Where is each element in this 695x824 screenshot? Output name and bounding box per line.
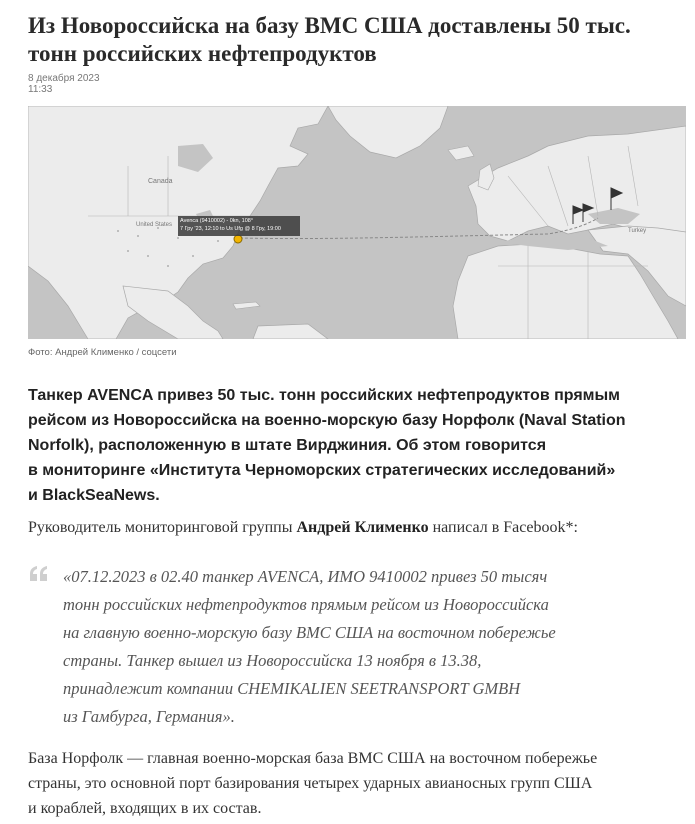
quote-line: тонн российских нефтепродуктов прямым рейсом из Новороссийска xyxy=(63,595,549,614)
article-date: 8 декабря 2023 xyxy=(28,73,100,84)
article-time: 11:33 xyxy=(28,84,53,95)
intro-after: написал в Facebook*: xyxy=(428,519,578,536)
lead-line: в мониторинге «Института Черноморских стратегических исследований» xyxy=(28,462,616,479)
map-tooltip-line1: Avenca (9410002) - 0kn, 108° xyxy=(180,218,254,224)
intro-paragraph xyxy=(28,515,683,540)
closing-line: и кораблей, входящих в их состав. xyxy=(28,800,262,817)
article-lead xyxy=(28,383,678,508)
quote-line: «07.12.2023 в 02.40 танкер AVENCA, ИМО 9410002 привез 50 тысяч xyxy=(63,567,548,586)
intro-before: Руководитель мониторинговой группы xyxy=(28,519,297,536)
map-label-turkey: Turkey xyxy=(628,228,647,234)
blockquote xyxy=(63,563,683,731)
map-label-canada: Canada xyxy=(148,178,173,185)
quote-line: из Гамбурга, Германия». xyxy=(63,707,235,726)
quote-icon xyxy=(28,563,50,585)
closing-line: База Норфолк — главная военно-морская база ВМС США на восточном побережье xyxy=(28,750,598,767)
map-image xyxy=(28,106,686,339)
map-tooltip-line2: 7 Гру '23, 12:10 to Us Ufg @ 8 Гру, 19:00 xyxy=(180,226,281,232)
closing-line: страны, это основной порт базирования четырех ударных авианосных групп США xyxy=(28,775,593,792)
author-name-link[interactable]: Андрей Клименко xyxy=(296,519,429,536)
closing-paragraph xyxy=(28,746,683,821)
photo-caption: Фото: Андрей Клименко / соцсети xyxy=(28,347,177,358)
lead-line: рейсом из Новороссийска на военно-морскую базу Норфолк (Naval Station xyxy=(28,412,626,429)
quote-line: принадлежит компании CHEMIKALIEN SEETRANSPORT GMBH xyxy=(63,679,521,698)
article-photo-map[interactable] xyxy=(28,106,686,339)
article-meta xyxy=(28,73,100,95)
map-tooltip xyxy=(180,217,281,233)
lead-line: Norfolk), расположенную в штате Вирджиния. Об этом говорится xyxy=(28,437,547,454)
quote-line: страны. Танкер вышел из Новороссийска 13 ноября в 13.38, xyxy=(63,651,482,670)
article-title: Из Новороссийска на базу ВМС США доставлены 50 тыс. тонн российских нефтепродуктов xyxy=(28,13,631,66)
lead-line: и BlackSeaNews. xyxy=(28,487,160,504)
lead-line: Танкер AVENCA привез 50 тыс. тонн российских нефтепродуктов прямым xyxy=(28,387,620,404)
map-label-united-states: United States xyxy=(136,222,173,228)
quote-line: на главную военно-морскую базу ВМС США на восточном побережье xyxy=(63,623,556,642)
